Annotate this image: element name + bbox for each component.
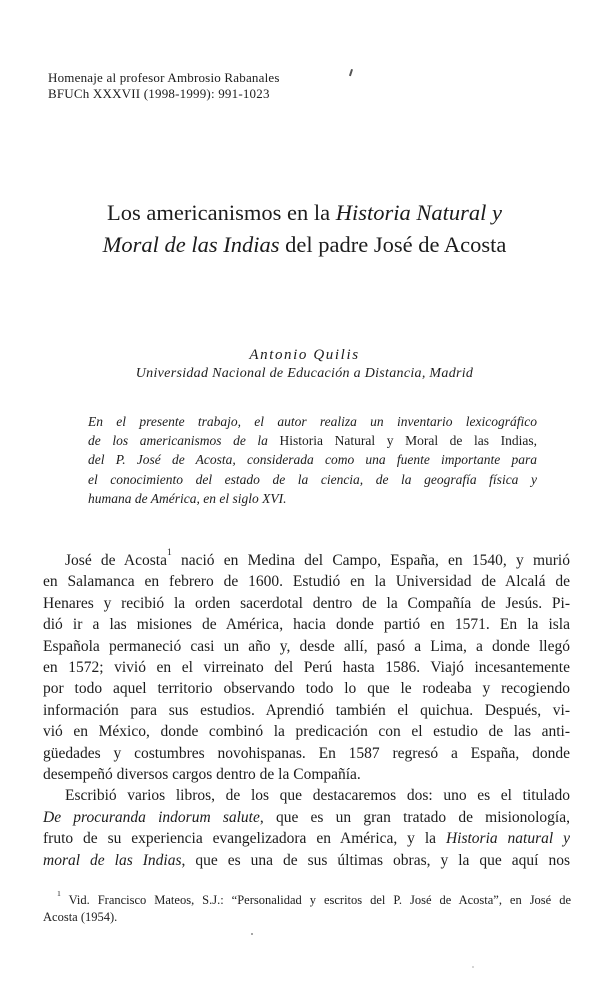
text-line: el conocimiento del estado de la ciencia, de la geografía física y [88,471,537,487]
text-line: Henares y recibió la orden sacerdotal dentro de la Compañía de Jesús. Pi- [43,594,570,612]
scan-slash-artifact [349,69,353,76]
text-line: en 1572; vivió en el virreinato del Perú hasta 1586. Viajó incesantemente [43,659,570,677]
journal-header [48,70,280,102]
abstract-block [88,412,537,508]
text-line: Escribió varios libros, de los que destacaremos dos: uno es el titulado [65,787,570,805]
text-line: De procuranda indorum salute, que es un gran tratado de misionología, [43,808,570,826]
text-line: Acosta (1954). [43,910,118,924]
text-line: Los americanismos en la Historia Natural y [107,200,502,225]
text-line: dió ir a las misiones de América, hacia donde partió en 1571. En la isla [43,616,570,634]
text-line: $^1$ Vid. Francisco Mateos, S.J.: “Personalidad y escritos del P. José de Acosta”, en José de [57,888,571,907]
journal-header-homage: Homenaje al profesor Ambrosio Rabanales [48,70,280,85]
journal-header-citation: BFUCh XXXVII (1998-1999): 991-1023 [48,86,270,101]
text-line: güedades y costumbres novohispanas. En 1587 regresó a España, donde [43,744,570,762]
text-line: del P. José de Acosta, considerada como una fuente importante para [88,452,537,468]
paper-title [0,197,609,260]
text-line: Moral de las Indias del padre José de Acosta [102,231,507,257]
author-affiliation: Universidad Nacional de Educación a Distancia, Madrid [135,366,474,381]
body-text [43,547,571,871]
author-name: Antonio Quilis [249,347,360,363]
text-line: En el presente trabajo, el autor realiza un inventario lexicográfico [88,414,537,429]
text-line: moral de las Indias, que es una de sus últimas obras, y la que aquí nos [43,851,571,869]
text-line: desempeñó diversos cargos dentro de la Compañía. [43,766,361,784]
text-line: de los americanismos de la Historia Natural y Moral de las Indias, [88,433,537,449]
footnote [43,888,571,926]
text-line: Española permaneció casi un año y, desde allí, pasó a Lima, a donde llegó [43,637,570,655]
text-line: información para sus estudios. Aprendió también el quichua. Después, vi- [43,701,570,719]
text-line: humana de América, en el siglo XVI. [88,490,287,506]
text-line: por todo aquel territorio observando todo lo que le rodeaba y recogiendo [43,680,570,698]
text-line: fruto de su experiencia evangelizadora en América, y la Historia natural y [43,830,571,848]
text-line: José de Acosta$^1$ nació en Medina del Campo, España, en 1540, y murió [65,547,570,569]
scan-speck-artifact [251,933,253,935]
text-line: en Salamanca en febrero de 1600. Estudió en la Universidad de Alcalá de [43,573,570,591]
scan-speck-artifact [472,966,474,968]
text-line: vió en México, donde combinó la predicación con el estudio de las anti- [43,723,570,741]
